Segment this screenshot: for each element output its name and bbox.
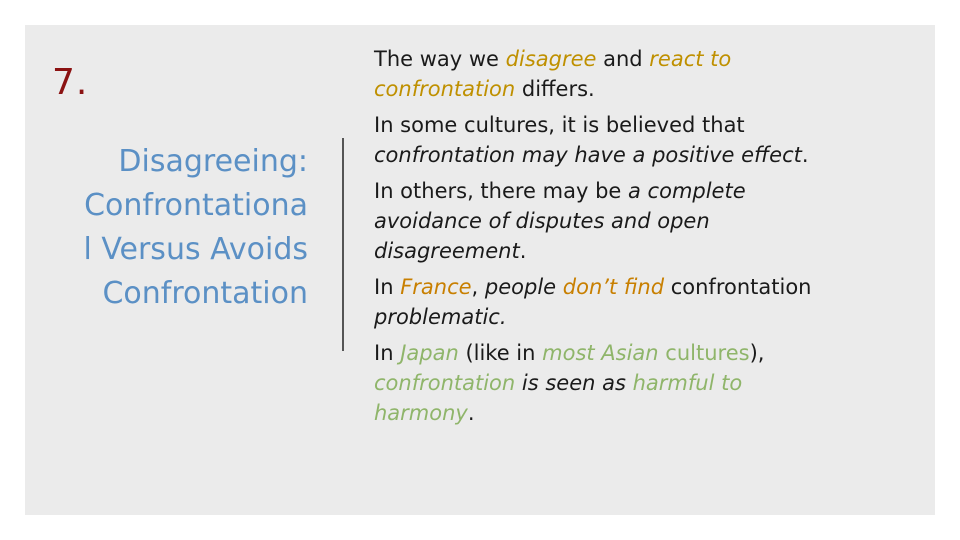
emphasis-people: people (484, 275, 563, 299)
text-run: In others, there may be (374, 179, 628, 203)
text-run: In some cultures, it is believed that (374, 113, 745, 137)
text-run: . (801, 143, 809, 167)
emphasis-positive-effect: confrontation may have a positive effect (374, 143, 802, 167)
emphasis-disagreement: disagreement (374, 239, 520, 263)
paragraph-avoidance (374, 176, 894, 266)
emphasis-complete: a complete (628, 179, 746, 203)
paragraph-disagree (374, 44, 894, 104)
text-run: (like in (458, 341, 543, 365)
text-run: In (374, 275, 401, 299)
highlight-dont-find: don’t find (562, 275, 665, 299)
slide-title (40, 140, 308, 316)
highlight-cultures: cultures (658, 341, 750, 365)
highlight-harmful-to: harmful to (632, 371, 743, 395)
text-run: ), (749, 341, 765, 365)
highlight-disagree: disagree (505, 47, 597, 71)
emphasis-avoidance: avoidance of disputes and open (374, 209, 710, 233)
paragraph-japan (374, 338, 894, 428)
paragraph-france (374, 272, 894, 332)
title-line-4: Confrontation (102, 276, 308, 311)
text-run: . (519, 239, 527, 263)
highlight-react-to: react to (649, 47, 732, 71)
text-run: and (596, 47, 650, 71)
text-run: . (467, 401, 475, 425)
text-run: In (374, 341, 401, 365)
highlight-most-asian: most Asian (542, 341, 659, 365)
vertical-divider (342, 138, 344, 351)
text-run: differs. (515, 77, 595, 101)
highlight-japan: Japan (400, 341, 459, 365)
title-line-3: l Versus Avoids (83, 232, 308, 267)
paragraph-positive-effect (374, 110, 894, 170)
body-text (374, 44, 894, 434)
title-line-2: Confrontationa (84, 188, 308, 223)
highlight-confrontation-green: confrontation (374, 371, 516, 395)
emphasis-seen-as: is seen as (515, 371, 633, 395)
slide-number: 7. (52, 62, 89, 103)
text-run: , (471, 275, 485, 299)
highlight-france: France (400, 275, 472, 299)
emphasis-problematic: problematic. (374, 305, 507, 329)
highlight-harmony: harmony (374, 401, 468, 425)
text-run: confrontation (664, 275, 812, 299)
text-run: The way we (374, 47, 506, 71)
highlight-confrontation: confrontation (374, 77, 516, 101)
title-line-1: Disagreeing: (118, 144, 308, 179)
